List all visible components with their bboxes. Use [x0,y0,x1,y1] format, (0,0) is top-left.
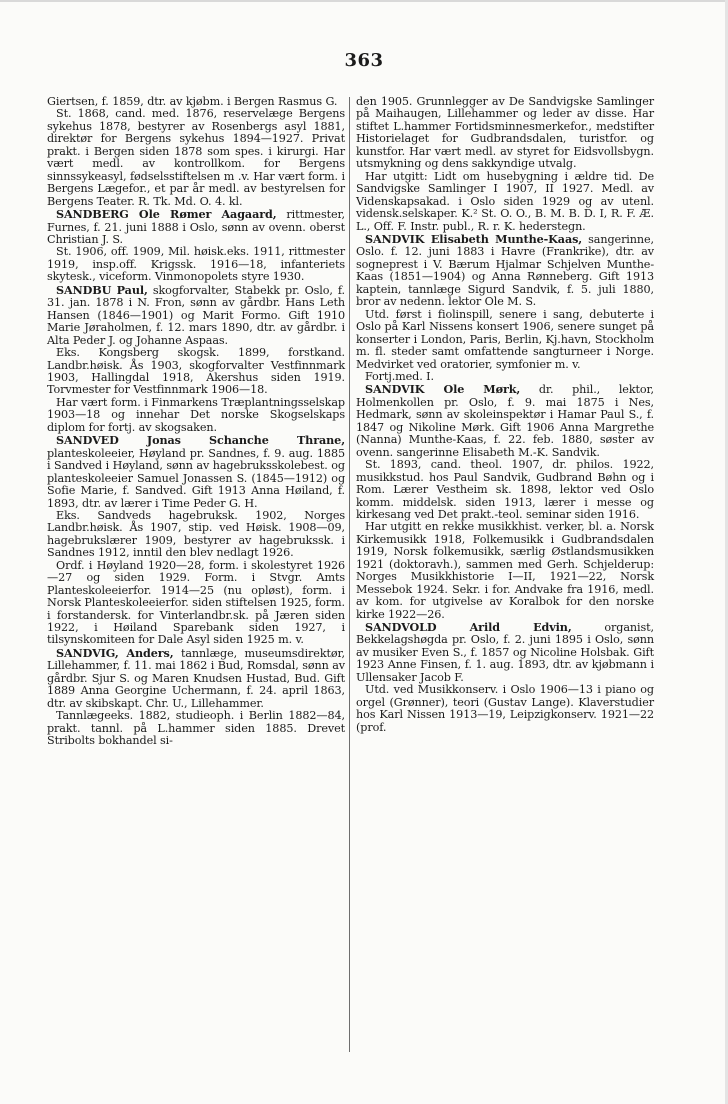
entry-name: SANDVOLD Arild Edvin, [365,620,572,635]
entry-name: SANDBERG Ole Rømer Aagaard, [56,207,277,222]
entry-text: St. 1906, off. 1909, Mil. høisk.eks. 1911, rittmester 1919, insp.off. Krigssk. 1916—18, infanteriets skytesk., viceform. Vinmonopolets styre 1930. [47,245,345,284]
entry-text: Eks. Kongsberg skogsk. 1899, forstkand. Landbr.høisk. Ås 1903, skogforvalter Vestfinnmark 1903, Hallingdal 1918, Akershus siden 1919. Torvmester for Vestfinnmark 1906—18. [47,346,345,397]
entry-text: skogforvalter, Stabekk pr. Oslo, f. 31. jan. 1878 i N. Fron, sønn av gårdbr. Hans Leth Hansen (1846—1901) og Marit Formo. Gift 1910 Marie Jøraholmen, f. 12. mars 1890, dtr. av gårdbr. i Alta Peder J. og Johanne Aspaas. [47,283,345,347]
page-number: 363 [344,50,384,71]
entry-paragraph [356,521,654,621]
entry-name: SANDVED Jonas Schanche Thrane, [56,433,345,448]
entry-text: dr. phil., lektor, Holmenkollen pr. Oslo, f. 9. mai 1875 i Nes, Hedmark, sønn av skoleinspektør i Hamar Paul S., f. 1847 og Nikoline Mørk. Gift 1906 Anna Margrethe (Nanna) Munthe-Kaas, f. 22. feb. 1880, søster av ovenn. sangerinne Elisabeth M.-K. Sandvik. [356,383,655,459]
entry-text: Har utgitt en rekke musikkhist. verker, bl. a. Norsk Kirkemusikk 1918, Folkemusikk i Gudbrandsdalen 1919, Norsk folkemusikk, særlig Østlandsmusikken 1921 (doktoravh.), sammen med Gerh. Schjelderup: Norges Musikkhistorie I—II, 1921—22, Norsk Messebok 1924. Sekr. i for. Andvake fra 1916, medl. av kom. for utgivelse av Koralbok for den norske kirke 1922—26. [356,520,654,621]
entry-text: Eks. Sandveds hagebruksk. 1902, Norges Landbr.høisk. Ås 1907, stip. ved Høisk. 1908—09, hagebrukslærer 1909, bestyrer av hagebrukssk. i Sandnes 1912, inntil den blev nedlagt 1926. [47,508,345,560]
column-divider [349,97,350,1052]
entry-text: Har vært form. i Finmarkens Træplantningsselskap 1903—18 og innehar Det norske Skogselskaps diplom for fortj. av skogsaken. [47,395,345,434]
entry-name: SANDVIK Ole Mørk, [365,382,521,397]
entry-paragraph [47,347,345,397]
entry-paragraph [47,246,345,283]
entry-paragraph [356,96,654,171]
entry-text: Fortj.med. I. [365,369,434,383]
entry-text: tannlæge, museumsdirektør, Lillehammer, f. 11. mai 1862 i Bud, Romsdal, sønn av gårdbr. Sjur S. og Maren Knudsen Hustad, Bud. Gift 1889 Anna Georgine Uchermann, f. 24. april 1863, dtr. av skibskapt. Chr. U., Lillehammer. [47,646,345,710]
biography-entry [356,233,654,309]
entry-text: den 1905. Grunnlegger av De Sandvigske Samlinger på Maihaugen, Lillehammer og leder av disse. Har stiftet L.hammer Fortidsminnesmerkefor., medstifter Historielaget for Gudbrandsdalen, turistfor. og kunstfor. Har vært medl. av styret for Eidsvollsbygn. utsmykning og dens sakkyndige utvalg. [356,95,654,171]
entry-text: rittmester, Furnes, f. 21. juni 1888 i Oslo, sønn av ovenn. oberst Christian J. S. [47,208,345,246]
biography-entry [356,621,654,684]
biography-entry [47,284,345,347]
entry-text: Giertsen, f. 1859, dtr. av kjøbm. i Bergen Rasmus G. [47,95,338,108]
right-column [356,96,654,734]
entry-paragraph [356,171,654,233]
entry-text: Tannlægeeks. 1882, studieoph. i Berlin 1882—84, prakt. tannl. på L.hammer siden 1885. Drevet Stribolts bokhandel si- [47,709,345,748]
entry-name: SANDVIG, Anders, [56,645,174,660]
entry-text: St. 1868, cand. med. 1876, reservelæge Bergens sykehus 1878, bestyrer av Rosenbergs asyl 1881, direktør for Bergens sykehus 1894—1927. Privat prakt. i Bergen siden 1878 som spes. i kirurgi. Har vært medl. av kontrollkom. for Bergens sinnssykeasyl, fødselsstiftelsen m .v. Har vært form. i Bergens Lægefor., et par år medl. av bestyrelsen for Bergens Teater. R. Tk. Md. O. 4. kl. [47,107,345,208]
entry-text: sangerinne, Oslo. f. 12. juni 1883 i Havre (Frankrike), dtr. av sogneprest i V. Bærum Hjalmar Schjelven Munthe-Kaas (1851—1904) og Anna Rønneberg. Gift 1913 kaptein, tannlæge Sigurd Sandvik, f. 5. juli 1880, bror av nedenn. lektor Ole M. S. [356,232,654,309]
biography-entry [356,383,654,459]
entry-paragraph [47,560,345,647]
entry-paragraph [47,710,345,747]
page-top-edge [0,0,728,2]
entry-name: SANDVIK Elisabeth Munthe-Kaas, [365,231,583,246]
entry-paragraph [356,684,654,734]
entry-text: Utd. ved Musikkonserv. i Oslo 1906—13 i piano og orgel (Grønner), teori (Gustav Lange). Klaverstudier hos Karl Nissen 1913—19, Leipzigkonserv. 1921—22 (prof. [356,683,654,734]
biography-entry [47,434,345,510]
biography-entry [47,647,345,710]
entry-text: Ordf. i Høyland 1920—28, form. i skolestyret 1926—27 og siden 1929. Form. i Stvgr. Amts Planteskoleeierfor. 1914—25 (nu opløst), form. i Norsk Planteskoleeierfor. siden stiftelsen 1925, form. i forstandersk. for Vinterlandbr.sk. på Jæren siden 1922, i Høiland Sparebank siden 1927, i tilsynskomiteen for Dale Asyl siden 1925 m. v. [47,558,345,647]
entry-paragraph [47,397,345,434]
entry-text: St. 1893, cand. theol. 1907, dr. philos. 1922, musikkstud. hos Paul Sandvik, Gudbrand Bøhn og i Rom. Lærer Vestheim sk. 1898, lektor ved Oslo komm. middelsk. siden 1913, lærer i messe og kirkesang ved Det prakt.-teol. seminar siden 1916. [356,458,654,521]
entry-text: organist, Bekkelagshøgda pr. Oslo, f. 2. juni 1895 i Oslo, sønn av musiker Even S., f. 1857 og Nicoline Holsbak. Gift 1923 Anne Finsen, f. 1. aug. 1893, dtr. av kjøbmann i Ullensaker Jacob F. [356,621,654,684]
entry-text: planteskoleeier, Høyland pr. Sandnes, f. 9. aug. 1885 i Sandved i Høyland, sønn av hagebruksskolebest. og planteskoleeier Samuel Jonassen S. (1845—1912) og Sofie Marie, f. Sandved. Gift 1913 Anna Høiland, f. 1893, dtr. av lærer i Time Peder G. H. [47,446,345,510]
entry-paragraph [47,108,345,208]
entry-text: Har utgitt: Lidt om husebygning i ældre tid. De Sandvigske Samlinger I 1907, II 1927. Medl. av Videnskapsakad. i Oslo siden 1929 og av utenl. vidensk.selskaper. K.² St. O. O., B. M. B. D. I, R. F. Æ. L., Off. F. Instr. publ., R. r. K. hederstegn. [356,169,654,233]
entry-paragraph [356,309,654,371]
entry-paragraph [47,510,345,560]
entry-paragraph [356,459,654,521]
entry-text: Utd. først i fiolinspill, senere i sang, debuterte i Oslo på Karl Nissens konsert 1906, senere sunget på konserter i London, Paris, Berlin, Kj.havn, Stockholm m. fl. steder samt omfattende sangturneer i Norge. Medvirket ved oratorier, symfonier m. v. [356,307,654,371]
biography-entry [47,208,345,246]
left-column [47,96,345,748]
entry-name: SANDBU Paul, [56,282,148,297]
